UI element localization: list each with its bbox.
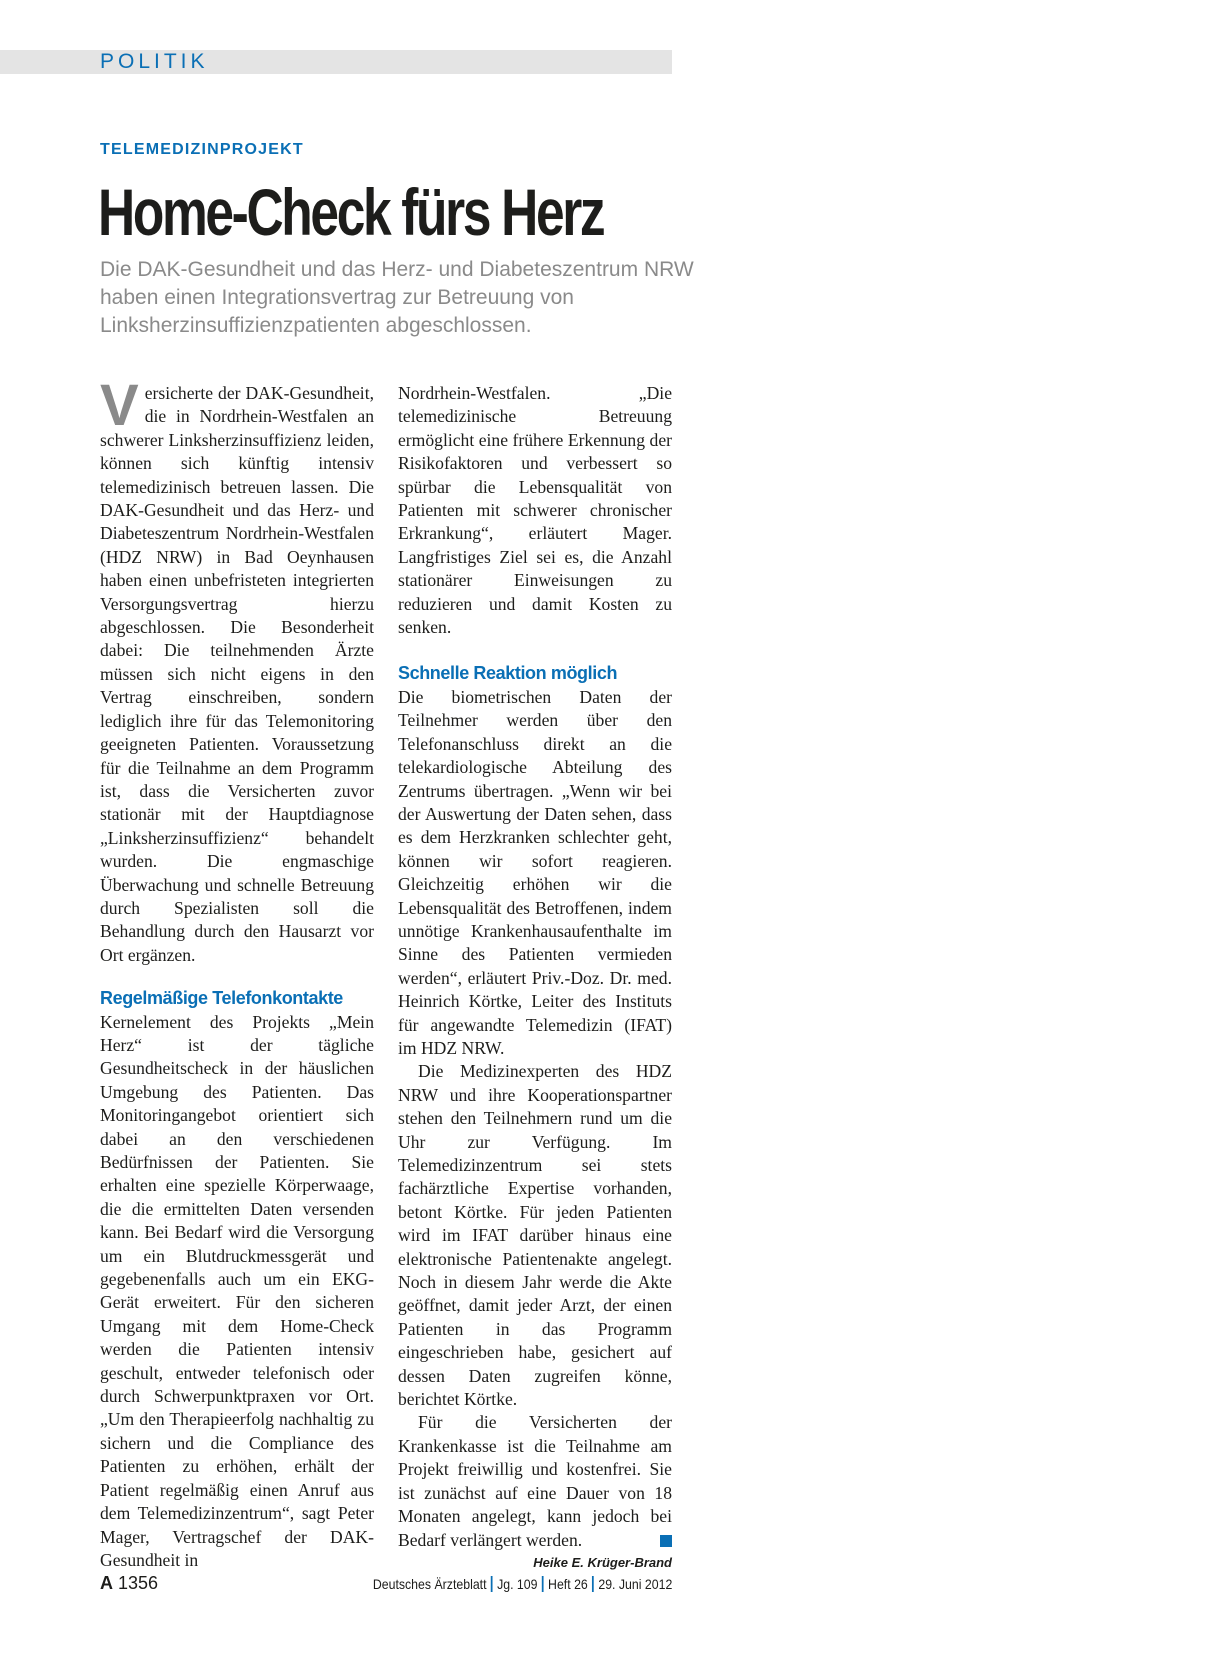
journal-footer: [373, 1576, 672, 1592]
intro-text: ersicherte der DAK-Gesundheit, die in Nordrhein-Westfalen an schwerer Linksherzinsuffizienz leiden, können sich künftig intensiv telemedizinisch betreuen lassen. Die DAK-Gesundheit und das Herz- und Diabeteszentrum Nordrhein-Westfalen (HDZ NRW) in Bad Oeynhausen haben einen unbefristeten integrierten Versorgungsvertrag hierzu abgeschlossen. Die Besonderheit dabei: Die teilnehmenden Ärzte müssen sich nicht eigens in den Vertrag einschreiben, sondern lediglich ihre für das Telemonitoring geeigneten Patienten. Voraussetzung für die Teilnahme an dem Programm ist, dass die Versicherten zuvor stationär mit der Hauptdiagnose „Linksherzinsuffizienz“ behandelt wurden. Die engmaschige Überwachung und schnelle Betreuung durch Spezialisten soll die Behandlung durch den Hausarzt vor Ort ergänzen.: [100, 383, 374, 965]
page-folio: [100, 1573, 158, 1594]
text-column-right: [398, 382, 672, 1574]
article-author: Heike E. Krüger-Brand: [533, 1554, 672, 1570]
folio-number: 1356: [118, 1573, 159, 1593]
participation-text: Für die Versicherten der Krankenkasse ist die Teilnahme am Projekt freiwillig und kostenfrei. Sie ist zunächst auf eine Dauer von 18 Monaten angelegt, kann jedoch bei Bedarf verlängert werden.: [398, 1412, 672, 1550]
text-column-left: [100, 373, 374, 1572]
footer-divider: [592, 1576, 594, 1592]
journal-date: 29. Juni 2012: [598, 1576, 672, 1592]
article-kicker: TELEMEDIZINPROJEKT: [100, 141, 304, 158]
folio-letter: A: [100, 1573, 113, 1593]
dropcap: V: [100, 373, 139, 438]
subhead-telefonkontakte: Regelmäßige Telefonkontakte: [100, 988, 343, 1009]
journal-volume: Jg. 109: [496, 1576, 538, 1592]
paragraph-experts: Die Medizinexperten des HDZ NRW und ihre Kooperationspartner stehen den Teilnehmern rund um die Uhr zur Verfügung. Im Telemedizinzentrum sei stets fachärztliche Expertise vorhanden, betont Körtke. Für jeden Patienten wird im IFAT darüber hinaus eine elektronische Patientenakte angelegt. Noch in diesem Jahr werde die Akte geöffnet, damit jeder Arzt, der einen Patienten in das Programm eingeschrieben habe, gesichert auf dessen Daten zugreifen könne, berichtet Körtke.: [398, 1061, 672, 1410]
article-headline: Home-Check fürs Herz: [98, 175, 604, 249]
journal-issue: Heft 26: [547, 1576, 588, 1592]
article-lead: Die DAK-Gesundheit und das Herz- und Diabeteszentrum NRW haben einen Integrationsvertrag zur Betreuung von Linksherzinsuffizienzpatienten abgeschlossen.: [100, 258, 694, 337]
paragraph-participation: [398, 1411, 672, 1551]
paragraph-monitoring-continued: Nordrhein-Westfalen. „Die telemedizinische Betreuung ermöglicht eine frühere Erkennung der Risikofaktoren und verbessert so spürbar die Lebensqualität von Patienten mit schwerer chronischer Erkrankung“, erläutert Mager. Langfristiges Ziel sei es, die Anzahl stationärer Einweisungen zu reduzieren und damit Kosten zu senken.: [398, 383, 672, 638]
paragraph-monitoring: Kernelement des Projekts „Mein Herz“ ist der tägliche Gesundheitscheck in der häuslichen Umgebung des Patienten. Das Monitoringangebot orientiert sich dabei an den verschiedenen Bedürfnissen der Patienten. Sie erhalten eine spezielle Körperwaage, die die ermittelten Daten versenden kann. Bei Bedarf wird die Versorgung um ein Blutdruckmessgerät und gegebenenfalls auch um ein EKG-Gerät erweitert. Für den sicheren Umgang mit dem Home-Check werden die Patienten intensiv geschult, entweder telefonisch oder durch Schwerpunktpraxen vor Ort. „Um den Therapieerfolg nachhaltig zu sichern und die Compliance des Patienten zu erhöhen, erhält der Patient regelmäßig einen Anruf aus dem Telemedizinzentrum“, sagt Peter Mager, Vertragschef der DAK-Gesundheit in: [100, 1011, 374, 1570]
end-mark-icon: [660, 1535, 672, 1547]
intro-paragraph: [100, 373, 374, 967]
paragraph-biometric: Die biometrischen Daten der Teilnehmer werden über den Telefonanschluss direkt an die telekardiologische Abteilung des Zentrums übertragen. „Wenn wir bei der Auswertung der Daten sehen, dass es dem Herzkranken schlechter geht, können wir sofort reagieren. Gleichzeitig erhöhen wir die Lebensqualität des Betroffenen, indem unnötige Krankenhausaufenthalte im Sinne des Patienten vermieden werden“, erläutert Priv.-Doz. Dr. med. Heinrich Körtke, Leiter des Instituts für angewandte Telemedizin (IFAT) im HDZ NRW.: [398, 686, 672, 1058]
footer-divider: [491, 1576, 493, 1592]
footer-divider: [542, 1576, 544, 1592]
journal-name: Deutsches Ärzteblatt: [372, 1576, 487, 1592]
subhead-reaktion: Schnelle Reaktion möglich: [398, 663, 618, 684]
section-label: POLITIK: [100, 50, 209, 73]
